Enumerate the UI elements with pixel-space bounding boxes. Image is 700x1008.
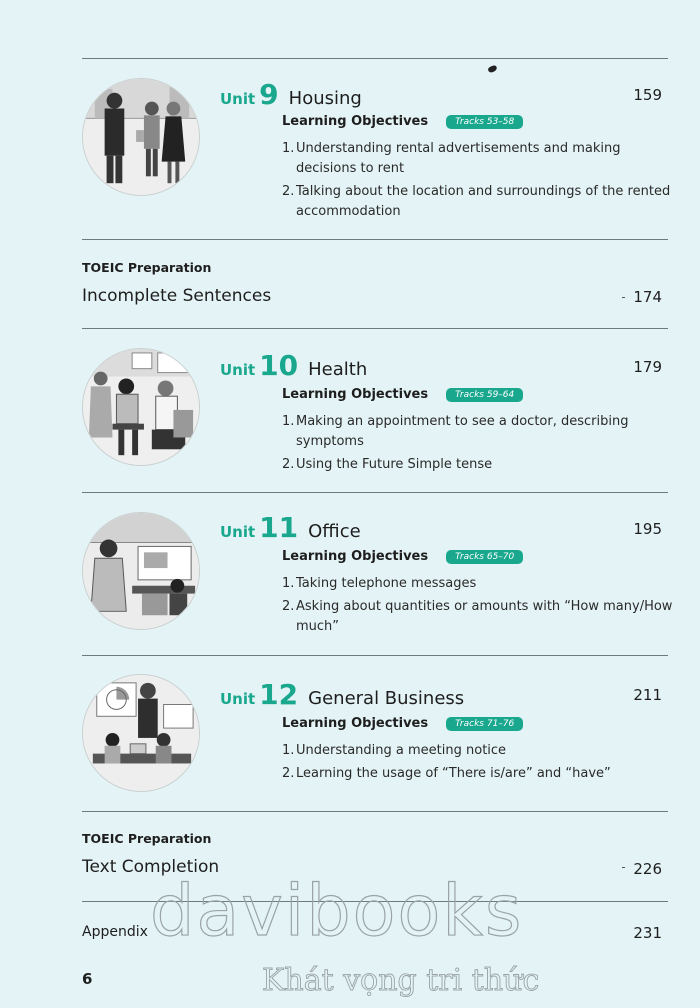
unit-label: Unit xyxy=(220,690,256,708)
leader-dot xyxy=(622,867,625,868)
objective-item xyxy=(282,412,674,452)
learning-objectives-label: Learning Objectives xyxy=(282,716,429,731)
tracks-badge: Tracks 71–76 xyxy=(446,717,523,731)
unit-label: Unit xyxy=(220,90,256,108)
objective-number: 2. xyxy=(282,457,295,472)
divider xyxy=(82,492,668,493)
page-number: 159 xyxy=(633,86,662,104)
objective-text: Asking about quantities or amounts with “How many/How much” xyxy=(296,599,673,634)
learning-objectives-label: Learning Objectives xyxy=(282,387,429,402)
leader-dot xyxy=(622,297,625,298)
page-number: 211 xyxy=(633,686,662,704)
unit-title: Health xyxy=(308,359,368,380)
unit-9-illustration xyxy=(82,78,200,196)
unit-number: 9 xyxy=(259,78,279,111)
objective-number: 1. xyxy=(282,743,295,758)
objective-text: Making an appointment to see a doctor, describing symptoms xyxy=(296,414,629,449)
objective-number: 1. xyxy=(282,141,295,156)
unit-11-heading xyxy=(220,513,361,547)
objective-text: Understanding rental advertisements and making decisions to rent xyxy=(296,141,621,176)
objective-number: 1. xyxy=(282,576,295,591)
appendix-label: Appendix xyxy=(82,924,148,940)
page-number: 174 xyxy=(633,288,662,306)
unit-10-heading xyxy=(220,351,367,385)
learning-objectives-row xyxy=(282,387,523,402)
divider xyxy=(82,58,668,59)
objective-number: 2. xyxy=(282,766,295,781)
objective-text: Talking about the location and surroundings of the rented accommodation xyxy=(296,184,671,219)
learning-objectives-row xyxy=(282,114,523,129)
unit-label: Unit xyxy=(220,361,256,379)
learning-objectives-row xyxy=(282,549,523,564)
objective-number: 2. xyxy=(282,599,295,614)
unit-number: 12 xyxy=(259,678,299,711)
objective-item xyxy=(282,764,674,784)
objective-item xyxy=(282,741,674,761)
unit-12-heading xyxy=(220,680,464,714)
objective-number: 1. xyxy=(282,414,295,429)
ink-mark xyxy=(487,65,498,74)
learning-objectives-label: Learning Objectives xyxy=(282,114,429,129)
toeic-prep-title: Incomplete Sentences xyxy=(82,286,272,306)
divider xyxy=(82,239,668,240)
page-number: 195 xyxy=(633,520,662,538)
page-number: 179 xyxy=(633,358,662,376)
divider xyxy=(82,655,668,656)
watermark-brand: davibooks xyxy=(150,870,524,952)
tracks-badge: Tracks 53–58 xyxy=(446,115,523,129)
page-number: 231 xyxy=(633,924,662,942)
objective-text: Using the Future Simple tense xyxy=(296,457,493,472)
unit-9-heading xyxy=(220,80,362,114)
unit-label: Unit xyxy=(220,523,256,541)
page-footer-number: 6 xyxy=(82,970,93,988)
unit-number: 11 xyxy=(259,511,299,544)
objective-item xyxy=(282,574,674,594)
objective-item xyxy=(282,597,674,637)
toeic-prep-title: Text Completion xyxy=(82,857,220,877)
unit-title: Housing xyxy=(288,88,362,109)
unit-title: General Business xyxy=(308,688,465,709)
unit-12-illustration xyxy=(82,674,200,792)
tracks-badge: Tracks 65–70 xyxy=(446,550,523,564)
objective-item xyxy=(282,455,674,475)
watermark-tagline: Khát vọng tri thức xyxy=(262,963,540,998)
objective-text: Taking telephone messages xyxy=(296,576,477,591)
unit-11-illustration xyxy=(82,512,200,630)
objective-item xyxy=(282,182,674,222)
objective-text: Understanding a meeting notice xyxy=(296,743,507,758)
divider xyxy=(82,328,668,329)
toeic-prep-label: TOEIC Preparation xyxy=(82,260,212,275)
objective-item xyxy=(282,139,674,179)
unit-number: 10 xyxy=(259,349,299,382)
divider xyxy=(82,811,668,812)
learning-objectives-label: Learning Objectives xyxy=(282,549,429,564)
unit-10-illustration xyxy=(82,348,200,466)
page-number: 226 xyxy=(633,860,662,878)
learning-objectives-row xyxy=(282,716,523,731)
toeic-prep-label: TOEIC Preparation xyxy=(82,831,212,846)
tracks-badge: Tracks 59–64 xyxy=(446,388,523,402)
objective-text: Learning the usage of “There is/are” and “have” xyxy=(296,766,611,781)
unit-title: Office xyxy=(308,521,361,542)
objective-number: 2. xyxy=(282,184,295,199)
